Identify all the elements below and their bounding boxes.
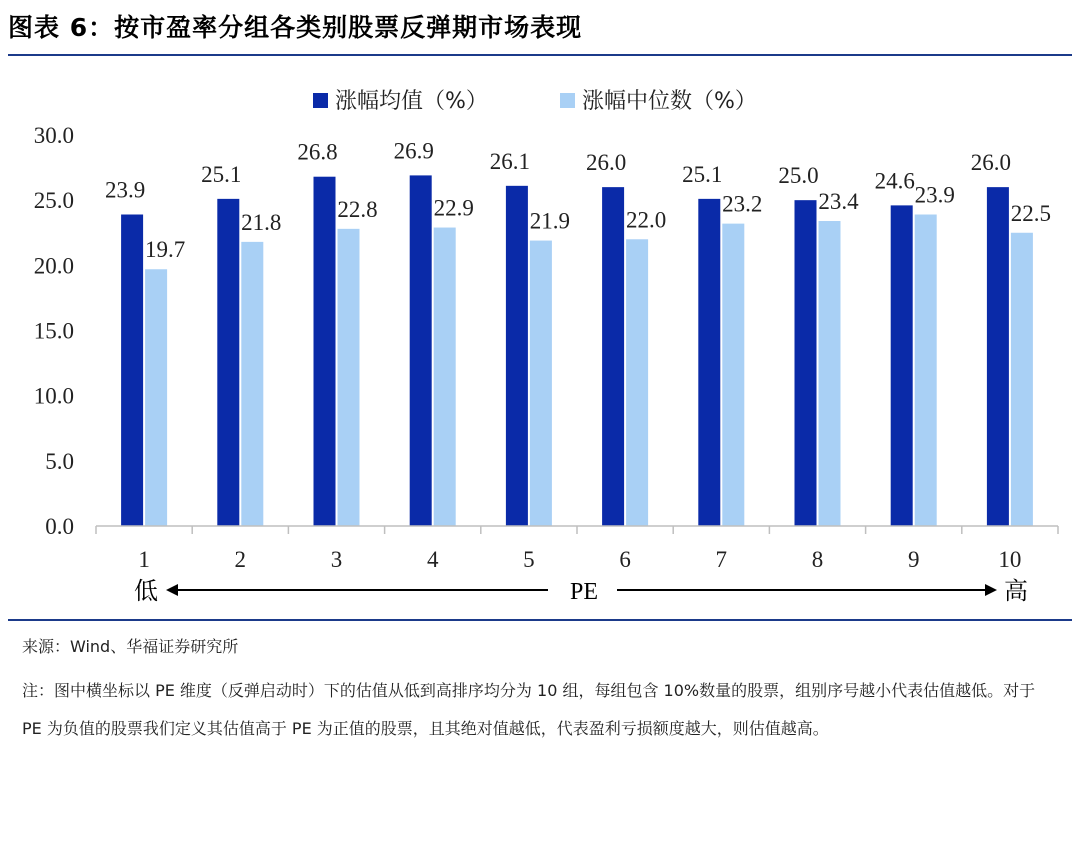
data-label-mean-8: 25.0 [778,163,819,189]
x-tick-label: 3 [330,547,343,572]
data-label-mean-3: 26.8 [297,139,338,165]
arrow-right-head [985,584,997,596]
bar-mean-8 [795,200,817,526]
y-tick-label: 5.0 [45,448,74,474]
bar-mean-7 [698,199,720,526]
bar-median-6 [626,239,648,526]
x-tick-label: 2 [234,547,247,572]
legend-swatch-2 [560,93,575,108]
chart-legend [313,89,757,114]
bar-median-1 [145,269,167,526]
x-axis [96,526,1058,572]
bar-median-7 [722,224,744,526]
data-label-mean-4: 26.9 [393,138,434,164]
data-label-mean-2: 25.1 [201,161,242,187]
data-label-mean-5: 26.1 [489,148,531,174]
data-label-median-2: 21.8 [241,209,282,235]
source-divider [8,619,1072,621]
x-tick-label: 10 [998,547,1022,572]
pe-low-label: 低 [134,579,158,605]
pe-high-label: 高 [1004,579,1028,605]
data-label-median-8: 23.4 [818,189,859,215]
data-label-median-4: 22.9 [433,195,474,221]
bar-median-4 [434,228,456,526]
x-tick-label: 4 [426,547,439,572]
data-label-mean-1: 23.9 [104,177,146,203]
bar-median-3 [338,229,360,526]
bar-mean-5 [506,186,528,526]
data-label-mean-6: 26.0 [585,150,627,176]
bar-mean-6 [602,187,624,526]
bar-median-5 [530,241,552,526]
data-label-median-5: 21.9 [529,208,571,234]
bar-mean-1 [121,215,143,526]
pe-arrow-annotation [134,578,1028,605]
x-tick-label: 8 [811,547,824,572]
title-divider [8,54,1072,56]
source-text: 来源：Wind、华福证券研究所 [22,637,239,656]
data-label-median-1: 19.7 [144,237,186,263]
bar-mean-3 [314,177,336,526]
x-tick-label: 5 [523,547,535,572]
data-label-mean-7: 25.1 [682,161,723,187]
bar-chart [0,60,1080,615]
legend-swatch-1 [313,93,328,108]
x-tick-label: 6 [619,547,631,572]
data-label-median-6: 22.0 [625,207,667,233]
y-tick-label: 25.0 [33,188,74,214]
legend-label-1: 涨幅均值（%） [335,89,488,114]
data-label-median-7: 23.2 [722,191,763,217]
data-label-median-10: 22.5 [1010,200,1052,226]
legend-label-2: 涨幅中位数（%） [582,89,757,114]
pe-mid-label: PE [569,579,599,605]
y-tick-label: 0.0 [45,514,74,539]
arrow-left-head [166,584,178,596]
x-tick-label: 7 [715,547,728,572]
bar-mean-9 [891,205,913,526]
y-tick-label: 30.0 [33,123,74,148]
bar-median-2 [241,242,263,526]
figure-title: 图表 6：按市盈率分组各类别股票反弹期市场表现 [8,13,583,42]
y-tick-label: 10.0 [33,383,74,409]
x-tick-label: 9 [907,547,920,572]
bar-median-10 [1011,233,1033,526]
data-label-median-3: 22.8 [337,196,378,222]
data-label-mean-10: 26.0 [970,150,1012,176]
y-tick-label: 20.0 [33,253,74,279]
x-tick-label: 1 [138,547,150,572]
y-tick-label: 15.0 [33,318,74,344]
bar-mean-4 [410,175,432,526]
data-label-median-9: 23.9 [914,182,955,208]
bar-median-9 [915,215,937,526]
bar-median-8 [819,221,841,526]
data-label-mean-9: 24.6 [874,168,915,194]
bar-mean-2 [217,199,239,526]
bar-mean-10 [987,187,1009,526]
note-text: 注：图中横坐标以 PE 维度（反弹启动时）下的估值从低到高排序均分为 10 组，每组包含 10%数量的股票，组别序号越小代表估值越低。对于 PE 为负值的股票我们定义其估值高于 PE 为正值的股票，且其绝对值越低，代表盈利亏损额度越大，则估值越高。 [22,681,1036,738]
y-axis [34,123,74,539]
